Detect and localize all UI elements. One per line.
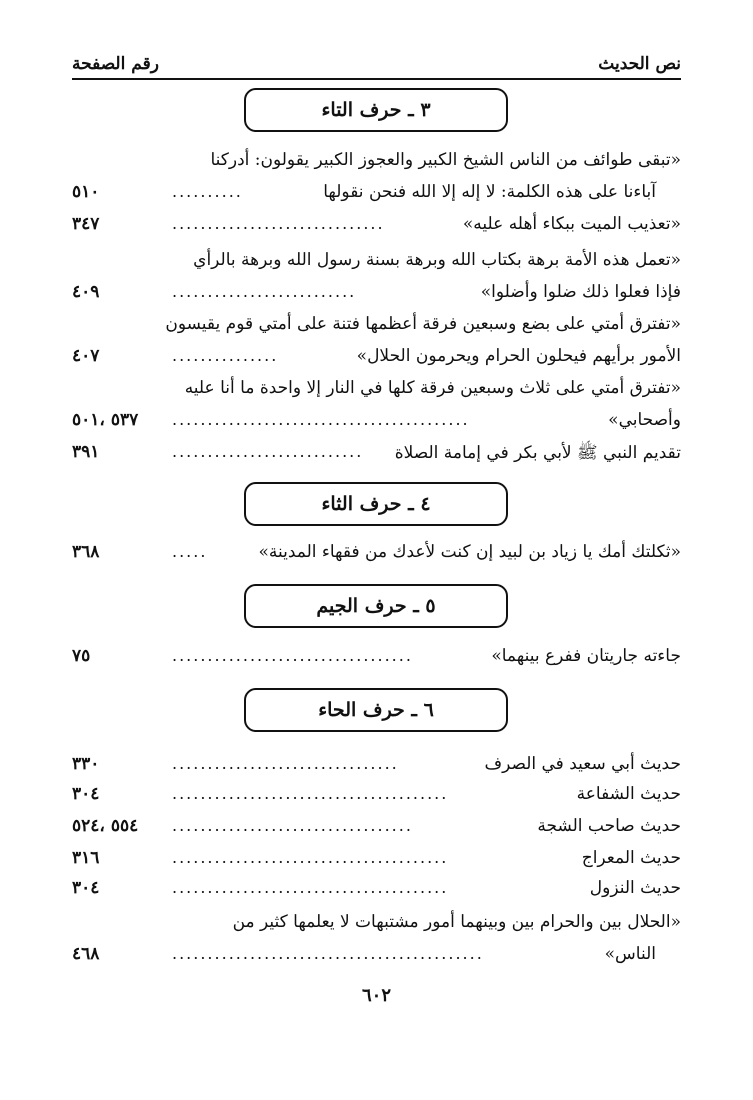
entry-page: ٤٠٩	[72, 282, 100, 302]
index-row	[72, 942, 681, 972]
entry-text: آباءنا على هذه الكلمة: لا إله إلا الله فنحن نقولها	[323, 182, 656, 202]
index-row	[72, 212, 681, 242]
index-row	[72, 312, 681, 342]
entry-text: الناس»	[604, 944, 656, 964]
entry-page: ٣٩١	[72, 442, 100, 462]
entry-page: ٥١٠	[72, 182, 100, 202]
dot-leader: ...............	[172, 346, 279, 365]
dot-leader: .....	[172, 542, 208, 561]
entry-page: ٣١٦	[72, 848, 100, 868]
index-row	[72, 540, 681, 570]
dot-leader: .......................................	[172, 784, 449, 803]
section-heading-haa: ٦ ـ حرف الحاء	[244, 688, 508, 732]
index-row	[72, 814, 681, 844]
entry-text: «تفترق أمتي على بضع وسبعين فرقة أعظمها فتنة على أمتي قوم يقيسون	[165, 314, 681, 334]
index-row	[72, 248, 681, 278]
index-row	[72, 148, 681, 178]
index-row	[72, 876, 681, 906]
entry-text: الأمور برأيهم فيحلون الحرام ويحرمون الحلال»	[356, 346, 681, 366]
dot-leader: ..........................................	[172, 410, 470, 429]
header-hadith-text-label: نص الحديث	[598, 54, 681, 74]
entry-text: حديث أبي سعيد في الصرف	[484, 754, 681, 774]
index-row	[72, 910, 681, 940]
index-row	[72, 846, 681, 876]
dot-leader: .......................................	[172, 848, 449, 867]
entry-page: ٣٤٧	[72, 214, 100, 234]
entry-page: ٥٥٤ ،٥٢٤	[72, 816, 139, 836]
entry-text: فإذا فعلوا ذلك ضلوا وأضلوا»	[480, 282, 681, 302]
entry-page: ٣٠٤	[72, 784, 100, 804]
index-row	[72, 440, 681, 470]
entry-text: «تعمل هذه الأمة برهة بكتاب الله وبرهة بسنة رسول الله وبرهة بالرأي	[193, 250, 681, 270]
section-heading-taa: ٣ ـ حرف التاء	[244, 88, 508, 132]
header-page-number-label: رقم الصفحة	[72, 54, 159, 74]
entry-page: ٣٦٨	[72, 542, 100, 562]
entry-text: «تبقى طوائف من الناس الشيخ الكبير والعجوز الكبير يقولون: أدركنا	[210, 150, 681, 170]
entry-text: تقديم النبي ﷺ لأبي بكر في إمامة الصلاة	[394, 443, 681, 463]
entry-text: «تفترق أمتي على ثلاث وسبعين فرقة كلها في النار إلا واحدة ما أنا عليه	[184, 378, 681, 398]
entry-text: حديث المعراج	[581, 848, 681, 868]
entry-page: ٣٠٤	[72, 878, 100, 898]
entry-text: حديث الشفاعة	[576, 784, 681, 804]
section-heading-jeem: ٥ ـ حرف الجيم	[244, 584, 508, 628]
entry-text: «تعذيب الميت ببكاء أهله عليه»	[462, 214, 681, 234]
entry-text: جاءته جاريتان ففرع بينهما»	[491, 646, 681, 666]
dot-leader: ...........................	[172, 442, 364, 461]
entry-page: ٤٠٧	[72, 346, 100, 366]
entry-page: ٣٣٠	[72, 754, 100, 774]
index-row	[72, 376, 681, 406]
entry-page: ٥٣٧ ،٥٠١	[72, 410, 139, 430]
dot-leader: ..................................	[172, 646, 413, 665]
index-row	[72, 344, 681, 374]
dot-leader: ............................................	[172, 944, 484, 963]
dot-leader: .......................................	[172, 878, 449, 897]
running-header	[72, 50, 681, 80]
page-number: ٦٠٢	[361, 985, 391, 1006]
dot-leader: ................................	[172, 754, 399, 773]
entry-page: ٤٦٨	[72, 944, 100, 964]
section-heading-thaa: ٤ ـ حرف الثاء	[244, 482, 508, 526]
index-row	[72, 752, 681, 782]
entry-page: ٧٥	[72, 646, 91, 666]
dot-leader: ..........................	[172, 282, 357, 301]
entry-text: حديث النزول	[589, 878, 681, 898]
entry-text: وأصحابي»	[608, 410, 681, 430]
index-row	[72, 180, 681, 210]
index-row	[72, 408, 681, 438]
dot-leader: ..................................	[172, 816, 413, 835]
index-row	[72, 280, 681, 310]
dot-leader: ..........	[172, 182, 243, 201]
entry-text: «الحلال بين والحرام بين وبينهما أمور مشتبهات لا يعلمها كثير من	[232, 912, 681, 932]
entry-text: حديث صاحب الشجة	[537, 816, 681, 836]
dot-leader: ..............................	[172, 214, 385, 233]
index-row	[72, 782, 681, 812]
entry-text: «ثكلتك أمك يا زياد بن لبيد إن كنت لأعدك من فقهاء المدينة»	[258, 542, 681, 562]
index-row	[72, 644, 681, 674]
